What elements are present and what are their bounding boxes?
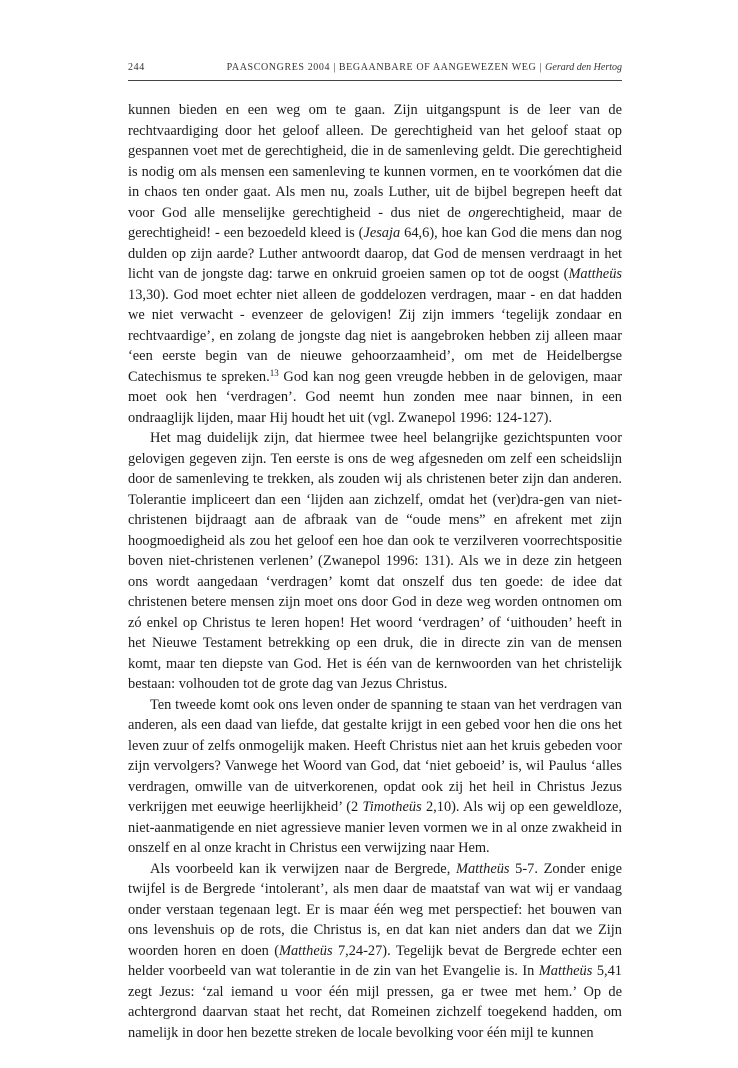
running-author: Gerard den Hertog [545, 62, 622, 73]
italic-run: Mattheüs [568, 266, 622, 282]
paragraph [128, 100, 622, 428]
text-run: Ten tweede komt ook ons leven onder de spanning te staan van het verdragen van anderen, als een daad van liefde, dat gestalte krijgt in een gebed voor hen die ons het leven zuur of zelfs onmogelijk maken. Heeft Christus niet aan het kruis gebeden voor zijn vervolgers? Vanwege het Woord van God, dat ‘niet geboeid’ is, wil Paulus ‘alles verdragen, omwille van de uitverkorenen, opdat ook zij het heil in Christus Jezus verkrijgen met eeuwige heerlijkheid’ (2 [128, 696, 622, 815]
italic-run: Mattheüs [538, 963, 593, 979]
italic-run: Mattheüs [455, 860, 510, 877]
running-title-text: PAASCONGRES 2004 | BEGAANBARE OF AANGEWEZEN WEG | [226, 62, 543, 73]
text-run: 5-7. Zonder enige twijfel is de Bergrede ‘intolerant’, als men daar de maatstaf van wat wij er vandaag onder verstaan tegenaan legt. Er is maar één weg met perspectief: het bouwen van ons levenshuis op de rots, die Christus is, en dat kan niet anders dan dat we Zijn woorden horen en doen ( [128, 860, 622, 959]
text-run: Als voorbeeld kan ik verwijzen naar de Bergrede, [150, 860, 456, 877]
running-title [227, 62, 622, 73]
text-run: 5,41 zegt Jezus: ‘zal iemand u voor één mijl pressen, ga er twee met hem.’ Op de achtergrond daarvan staat het recht, dat Romeinen zichzelf toegekend hadden, om namelijk in door hen bezette streken de locale bevolking voor één mijl te kunnen [128, 963, 623, 1041]
paragraph [128, 859, 622, 1044]
body-text [128, 100, 622, 1043]
italic-run: Timotheüs [362, 799, 422, 815]
running-header [128, 62, 622, 73]
header-rule [128, 80, 622, 81]
text-run: 2,10). Als wij op een geweldloze, niet-aanmatigende en niet agressieve manier leven vormen we in al onze zwakheid in onszelf en al onze kracht in Christus een verwijzing naar Hem. [128, 799, 622, 856]
text-run: 7,24-27). Tegelijk bevat de Bergrede echter een helder voorbeeld van wat tolerantie in de zin van het Evangelie is. In [128, 942, 623, 979]
text-run: 13,30). God moet echter niet alleen de goddelozen verdragen, maar - en dat hadden we niet verwacht - evenzeer de gelovigen! Zij zijn immers ‘tegelijk zondaar en rechtvaardige’, en zolang de jongste dag niet is aangebroken hebben zij alleen maar ‘een eerste begin van de nieuwe gehoorzaamheid’, om met de Heidelbergse Catechismus te spreken. [128, 286, 622, 385]
text-run: 64,6), hoe kan God die mens dan nog dulden op zijn aarde? Luther antwoordt daarop, dat God de mensen verdraagt in het licht van de jongste dag: tarwe en onkruid groeien samen op tot de oogst ( [128, 225, 623, 282]
text-run: gerechtigheid, maar de gerechtigheid! - een bezoedeld kleed is ( [128, 204, 622, 241]
italic-run: on [468, 204, 483, 221]
italic-run: Mattheüs [279, 942, 333, 959]
page-number: 244 [128, 62, 145, 73]
footnote-ref: 13 [269, 367, 279, 378]
paragraph [128, 428, 622, 695]
paragraph [128, 695, 622, 859]
text-run: kunnen bieden en een weg om te gaan. Zijn uitgangspunt is de leer van de rechtvaardiging door het geloof alleen. De gerechtigheid van het geloof staat op gespannen voet met de gerechtigheid, die in de samenleving geldt. Die gerechtigheid is nodig om als mensen een samenleving te kunnen vormen, en te voorkómen dat die in chaos ten onder gaat. Als men nu, zoals Luther, uit de bijbel begrepen heeft dat voor God alle menselijke gerechtigheid - dus niet de [128, 102, 622, 221]
italic-run: Jesaja [363, 225, 401, 241]
text-run: Het mag duidelijk zijn, dat hiermee twee heel belangrijke gezichtspunten voor gelovigen gegeven zijn. Ten eerste is ons de weg afgesneden om zelf een scheidslijn door de samenleving te trekken, als zouden wij als christenen beter zijn dan anderen. Tolerantie impliceert dan een ‘lijden aan zichzelf, omdat het (ver)dra-gen van niet-christenen bijdraagt aan de afbraak van de “oude mens” en afrekent met zijn hoogmoedigheid als zou het geloof een hoe dan ook te verzilveren voorrechtspositie boven niet-christenen verlenen’ (Zwanepol 1996: 131). Als we in deze zin hetgeen ons wordt aangedaan ‘verdragen’ komt dat onszelf dus ten goede: de idee dat christenen betere mensen zijn moet ons door God in deze weg worden ontnomen om zó enkel op Christus te leren hopen! Het woord ‘verdragen’ of ‘uithouden’ heeft in het Nieuwe Testament betrekking op een druk, die in directe zin van de mensen komt, maar ten diepste van God. Het is één van de kernwoorden van het christelijk bestaan: volhouden tot de grote dag van Jezus Christus. [128, 430, 622, 692]
text-run: God kan nog geen vreugde hebben in de gelovigen, maar moet ook hen ‘verdragen’. God neemt hun zonden mee naar binnen, in een ondraaglijk lijden, maar Hij houdt het uit (vgl. Zwanepol 1996: 124-127). [128, 368, 622, 426]
